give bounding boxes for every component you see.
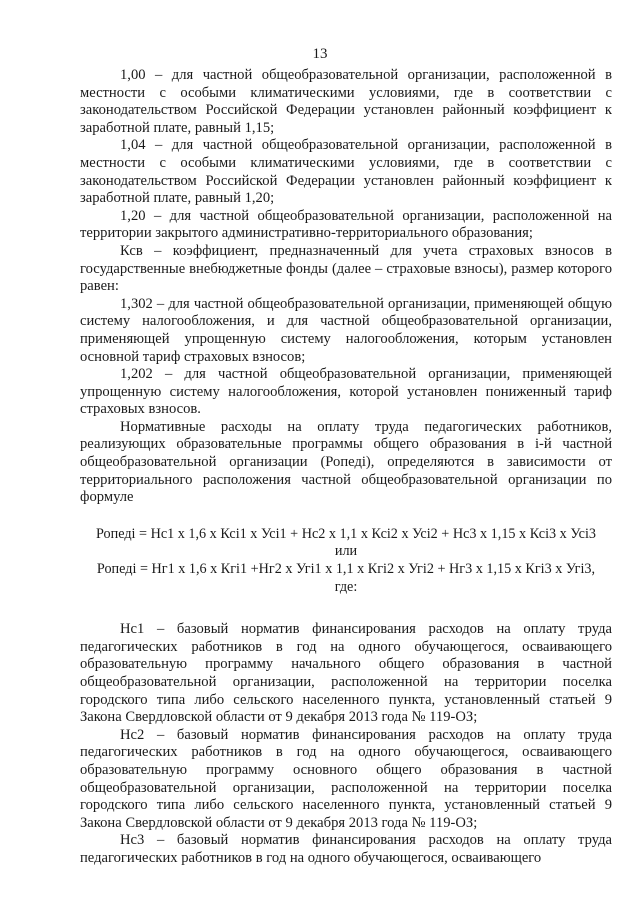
document-body [80,67,612,868]
definitions-block [80,621,612,867]
paragraph-rate-1202: 1,202 – для частной общеобразовательной организации, применяющей упрощенную систему налогообложения, которой установлен пониженный тариф страховых взносов. [80,366,612,418]
paragraph-nc2-definition: Нс2 – базовый норматив финансирования расходов на оплату труда педагогических работников в год на одного обучающегося, осваивающего образовательную программу основного общего образования в частной общеобразовательной организации, расположенной на территории поселка городского типа либо сельского населенного пункта, установленный статьей 9 Закона Свердловской области от 9 декабря 2013 года № 119-ОЗ; [80,726,612,831]
paragraph-coef-120: 1,20 – для частной общеобразовательной организации, расположенной на территории закрытого административно-территориального образования; [80,207,612,242]
formula-rural: Ропеді = Нг1 х 1,6 х Кгі1 +Нг2 х Угі1 х 1,1 х Кгі2 х Угі2 + Нг3 х 1,15 х Кгі3 х Угі3, [96,561,596,578]
paragraph-nc3-definition: Нс3 – базовый норматив финансирования расходов на оплату труда педагогических работников в год на одного обучающегося, осваивающего [80,832,612,866]
formula-or: или [334,543,358,560]
formula-where: где: [334,578,358,595]
page-number: 13 [312,46,328,62]
paragraph-normative-expenses: Нормативные расходы на оплату труда педагогических работников, реализующих образовательные программы общего образования в i-й частной общеобразовательной организации (Ропеді), определяются в зависимости от территориального расположения частной общеобразовательной организации по формуле [80,418,612,506]
paragraph-nc1-definition: Нс1 – базовый норматив финансирования расходов на оплату труда педагогических работников в год на одного обучающегося, осваивающего образовательную программу начального общего образования в частной общеобразовательной организации, расположенной на территории поселка городского типа либо сельского населенного пункта, установленный статьей 9 Закона Свердловской области от 9 декабря 2013 года № 119-ОЗ; [80,621,612,726]
paragraph-coef-104: 1,04 – для частной общеобразовательной организации, расположенной в местности с особыми климатическими условиями, где в соответствии с законодательством Российской Федерации установлен районный коэффициент к заработной плате, равный 1,20; [80,137,612,207]
formula-block [80,526,612,596]
formula-urban: Ропеді = Нс1 х 1,6 х Ксі1 х Усі1 + Нс2 х 1,1 х Ксі2 х Усі2 + Нс3 х 1,15 х Ксі3 х Усі3 [95,525,596,542]
paragraph-ksv-definition: Ксв – коэффициент, предназначенный для учета страховых взносов в государственные внебюджетные фонды (далее – страховые взносы), размер которого равен: [80,242,612,295]
paragraph-rate-1302: 1,302 – для частной общеобразовательной организации, применяющей общую систему налогообложения, и для частной общеобразовательной организации, применяющей упрощенную систему налогообложения, которым установлен основной тариф страховых взносов; [80,295,612,365]
paragraph-coef-100: 1,00 – для частной общеобразовательной организации, расположенной в местности с особыми климатическими условиями, где в соответствии с законодательством Российской Федерации установлен районный коэффициент к заработной плате, равный 1,15; [80,67,612,136]
